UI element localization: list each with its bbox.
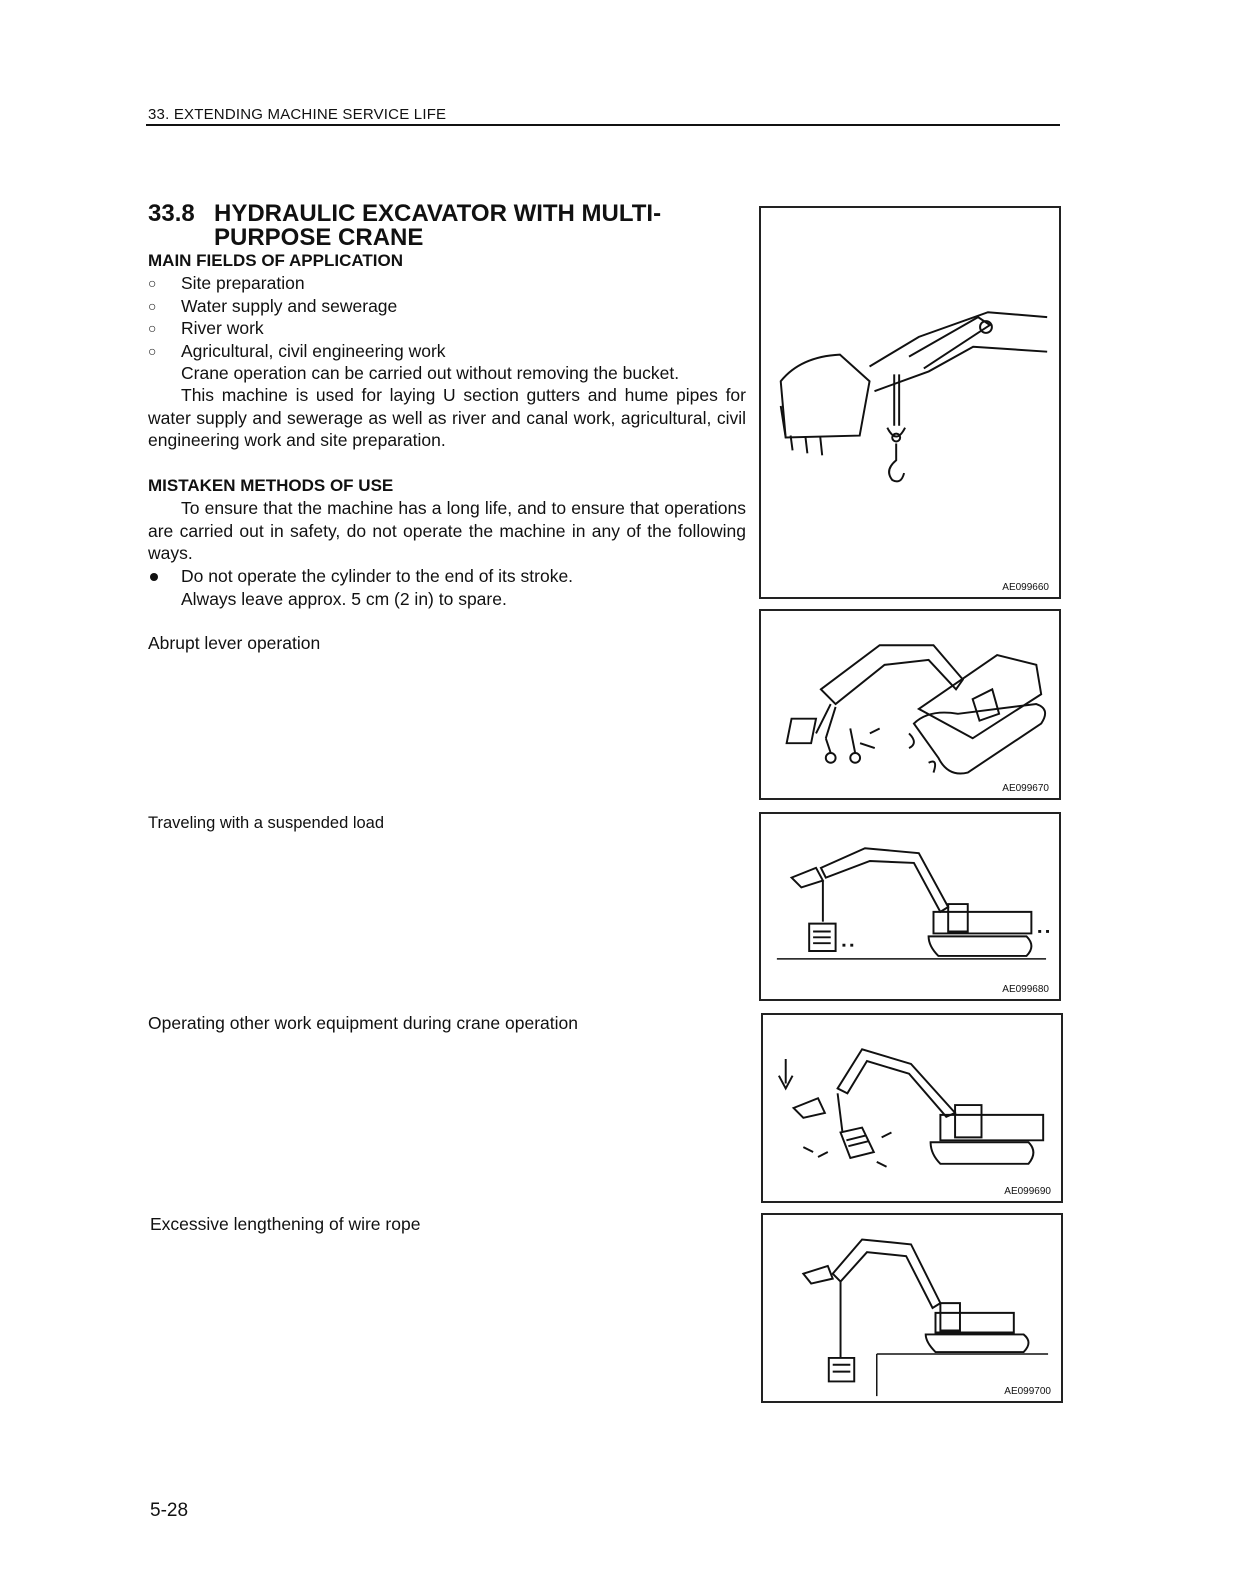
machine-usage-paragraph: This machine is used for laying U section gutters and hume pipes for water supply and sewerage as well as river and canal work, agricultural, civil engineering work and site preparation. xyxy=(148,385,746,450)
excavator-wire-rope-illustration xyxy=(763,1215,1061,1401)
circle-bullet-icon: ○ xyxy=(148,275,157,291)
list-item: ○ Water supply and sewerage xyxy=(148,295,398,316)
main-fields-list xyxy=(148,272,748,362)
stroke-bullet xyxy=(148,565,748,610)
section-title-line1: HYDRAULIC EXCAVATOR WITH MULTI- xyxy=(214,200,662,227)
crane-operation-paragraph: Crane operation can be carried out without removing the bucket. xyxy=(181,363,680,383)
figure-code: AE099700 xyxy=(1004,1386,1051,1397)
mistaken-methods-heading: MISTAKEN METHODS OF USE xyxy=(148,476,394,495)
main-fields-heading: MAIN FIELDS OF APPLICATION xyxy=(148,251,403,270)
figure-code: AE099660 xyxy=(1002,582,1049,593)
bucket-hook-illustration xyxy=(761,208,1059,597)
figure-wire-rope xyxy=(761,1213,1063,1403)
list-item: ○ Site preparation xyxy=(148,273,305,293)
figure-traveling-load xyxy=(759,812,1061,1001)
figure-bucket-hook xyxy=(759,206,1061,599)
list-item: ○ River work xyxy=(148,318,264,338)
circle-bullet-icon: ○ xyxy=(148,297,157,314)
figure-code: AE099670 xyxy=(1002,783,1049,794)
stroke-bullet-line1: Do not operate the cylinder to the end of its stroke. xyxy=(181,566,574,586)
section-number: 33.8 xyxy=(148,200,195,227)
circle-bullet-icon: ○ xyxy=(148,342,157,359)
stroke-bullet-line2: Always leave approx. 5 cm (2 in) to spare. xyxy=(181,588,507,609)
case-label-abrupt-lever: Abrupt lever operation xyxy=(148,633,321,653)
section-title xyxy=(148,202,748,250)
page-number: 5-28 xyxy=(150,1500,189,1521)
figure-code: AE099680 xyxy=(1002,984,1049,995)
figure-code: AE099690 xyxy=(1004,1186,1051,1197)
running-header: 33. EXTENDING MACHINE SERVICE LIFE xyxy=(148,106,447,123)
excavator-travel-illustration xyxy=(761,814,1059,999)
figure-other-equipment xyxy=(761,1013,1063,1203)
case-label-other-equipment: Operating other work equipment during crane operation xyxy=(148,1013,578,1033)
mistaken-methods-intro: To ensure that the machine has a long life, and to ensure that operations are carried out in safety, do not operate the machine in any of the following ways. xyxy=(148,498,746,563)
list-item: ○ Agricultural, civil engineering work xyxy=(148,340,446,361)
section-title-line2: PURPOSE CRANE xyxy=(214,224,424,251)
excavator-collision-illustration xyxy=(763,1015,1061,1201)
case-label-wire-rope: Excessive lengthening of wire rope xyxy=(150,1214,421,1234)
excavator-swing-illustration xyxy=(761,611,1059,798)
figure-abrupt-lever xyxy=(759,609,1061,800)
circle-bullet-icon: ○ xyxy=(148,320,157,336)
header-rule xyxy=(146,124,1060,126)
case-label-traveling-load: Traveling with a suspended load xyxy=(148,814,385,832)
bullet-dot-icon xyxy=(150,573,158,581)
